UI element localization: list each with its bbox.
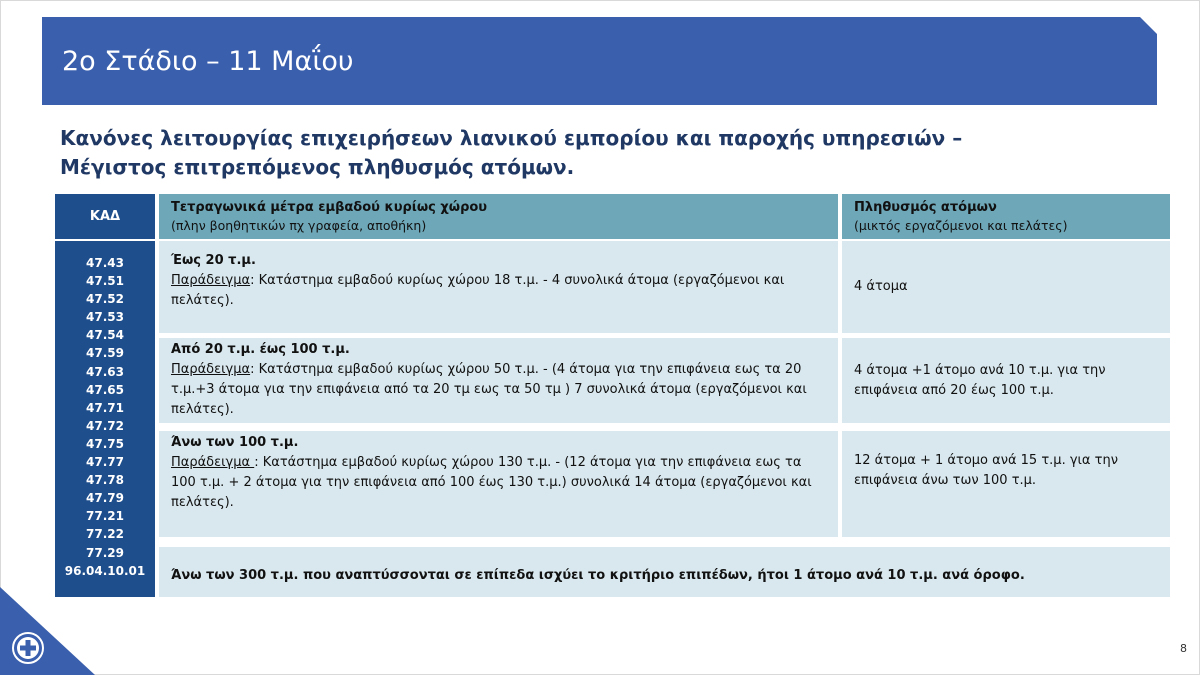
- population-value: 4 άτομα +1 άτομο ανά 10 τ.μ. για την επιφάνεια από 20 έως 100 τ.μ.: [854, 362, 1106, 398]
- table-row-population-3: [842, 431, 1170, 537]
- area-category: Έως 20 τ.μ.: [171, 253, 256, 268]
- kad-code: 96.04.10.01: [64, 563, 146, 578]
- area-category: Από 20 τ.μ. έως 100 τ.μ.: [171, 342, 350, 357]
- kad-code: 47.59: [86, 346, 124, 361]
- kad-code: 47.51: [86, 274, 124, 289]
- header-area: [159, 194, 838, 239]
- kad-code-list: [55, 254, 155, 580]
- example-label: Παράδειγμα: [171, 362, 251, 377]
- kad-code: 47.71: [86, 400, 124, 415]
- table-row-area-3: [159, 431, 838, 537]
- kad-code: 47.77: [86, 455, 124, 470]
- header-area-subtitle: (πλην βοηθητικών πχ γραφεία, αποθήκη): [171, 218, 427, 233]
- population-value: 12 άτομα + 1 άτομο ανά 15 τ.μ. για την επιφάνεια άνω των 100 τ.μ.: [854, 453, 1118, 488]
- header-population-title: Πληθυσμός ατόμων: [854, 200, 997, 215]
- kad-code: 47.54: [86, 328, 124, 343]
- kad-code: 47.63: [86, 364, 124, 379]
- table-row-area-1: [159, 241, 838, 333]
- area-category: Άνω των 100 τ.μ.: [171, 435, 299, 450]
- example-body: : Κατάστημα εμβαδού κυρίως χώρου 50 τ.μ. - (4 άτομα για την επιφάνεια εως τα 20 τ.μ.+3 άτομα για την επιφάνεια από τα 20 τμ εως τα 50 τμ ) 7 συνολικά άτομα (εργαζόμενοι και πελάτες).: [171, 362, 807, 417]
- table-row-area-2: [159, 338, 838, 423]
- example-body: : Κατάστημα εμβαδού κυρίως χώρου 18 τ.μ. - 4 συνολικά άτομα (εργαζόμενοι και πελάτες).: [171, 273, 785, 308]
- kad-code: 77.21: [86, 509, 124, 524]
- slide-title: 2ο Στάδιο – 11 Μαΐου: [62, 46, 354, 77]
- table-row-population-2: [842, 338, 1170, 423]
- example-text: [171, 360, 826, 420]
- kad-code: 47.52: [86, 292, 124, 307]
- greek-republic-emblem-icon: [0, 587, 95, 675]
- kad-code: 77.22: [86, 527, 124, 542]
- kad-code: 47.79: [86, 491, 124, 506]
- kad-code: 47.75: [86, 436, 124, 451]
- population-value: 4 άτομα: [854, 279, 908, 294]
- kad-column: [55, 241, 155, 597]
- example-text: [171, 453, 826, 513]
- kad-code: 47.53: [86, 310, 124, 325]
- header-population: [842, 194, 1170, 239]
- example-label: Παράδειγμα: [171, 273, 251, 288]
- slide-heading: Κανόνες λειτουργίας επιχειρήσεων λιανικού εμπορίου και παροχής υπηρεσιών – Μέγιστος επιτρεπόμενος πληθυσμός ατόμων.: [60, 126, 963, 179]
- table-footer-row: Άνω των 300 τ.μ. που αναπτύσσονται σε επίπεδα ισχύει το κριτήριο επιπέδων, ήτοι 1 άτομο ανά 10 τ.μ. ανά όροφο.: [159, 547, 1170, 597]
- header-area-title: Τετραγωνικά μέτρα εμβαδού κυρίως χώρου: [171, 200, 488, 215]
- table-row-population-1: [842, 241, 1170, 333]
- page-number: 8: [1180, 642, 1187, 655]
- kad-code: 77.29: [86, 545, 124, 560]
- kad-code: 47.78: [86, 473, 124, 488]
- example-body: : Κατάστημα εμβαδού κυρίως χώρου 130 τ.μ. - (12 άτομα για την επιφάνεια εως τα 100 τ.μ. + 2 άτομα για την επιφάνεια από 100 έως 130 τ.μ.) συνολικά 14 άτομα (εργαζόμενοι και πελάτες).: [171, 455, 812, 510]
- header-population-subtitle: (μικτός εργαζόμενοι και πελάτες): [854, 218, 1068, 233]
- kad-code: 47.43: [86, 256, 124, 270]
- example-label: Παράδειγμα: [171, 455, 255, 470]
- header-kad: ΚΑΔ: [55, 194, 155, 239]
- kad-code: 47.65: [86, 382, 124, 397]
- example-text: [171, 271, 826, 311]
- kad-code: 47.72: [86, 418, 124, 433]
